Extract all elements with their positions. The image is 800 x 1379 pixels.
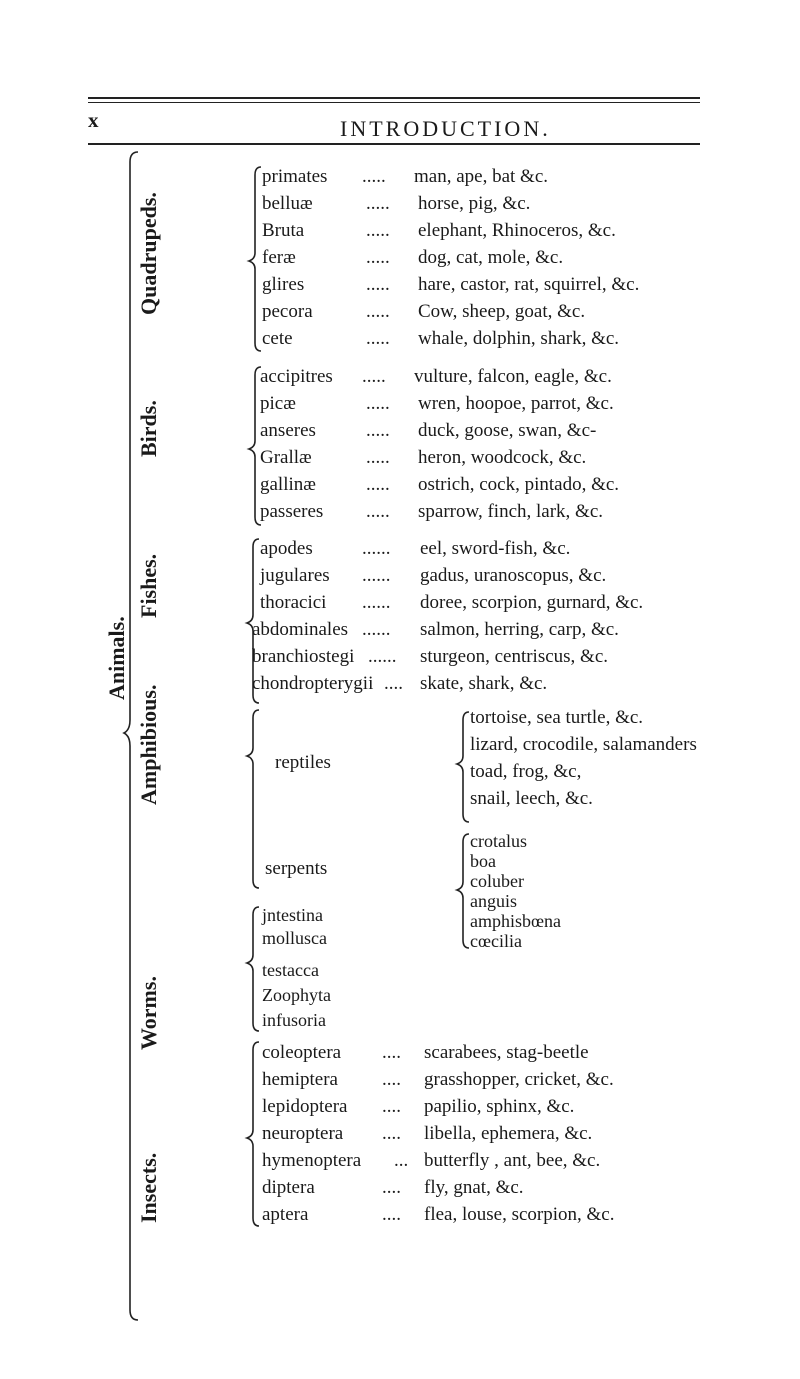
amphibious-reptiles: reptiles [275,752,331,773]
quadrupeds-dots: ..... [366,193,390,214]
section-label-insects: Insects. [136,1152,161,1223]
quadrupeds-order: belluæ [262,193,313,214]
birds-examples: ostrich, cock, pintado, &c. [418,474,620,495]
fishes-dots: ...... [362,592,391,613]
insects-examples: butterfly , ant, bee, &c. [424,1150,601,1171]
fishes-examples: doree, scorpion, gurnard, &c. [420,592,644,613]
insects-order: hemiptera [262,1069,338,1090]
birds-dots: ..... [366,420,390,441]
serpent-genus: cœcilia [470,931,522,951]
worms-item: jntestina [262,905,323,925]
quadrupeds-order: cete [262,328,293,349]
fishes-examples: eel, sword-fish, &c. [420,538,571,559]
section-label-worms: Worms. [136,976,161,1050]
quadrupeds-examples: horse, pig, &c. [418,193,531,214]
quadrupeds-examples: whale, dolphin, shark, &c. [418,328,620,349]
birds-order: picæ [260,393,296,414]
insects-examples: grasshopper, cricket, &c. [424,1069,614,1090]
page-title: INTRODUCTION. [340,116,551,141]
section-label-amphibious: Amphibious. [136,684,161,805]
insects-examples: scarabees, stag-beetle [424,1042,589,1063]
birds-dots: ..... [366,474,390,495]
top-rule-thin [88,102,700,103]
quadrupeds-examples: hare, castor, rat, squirrel, &c. [418,274,640,295]
fishes-dots: ...... [362,538,391,559]
insects-order: aptera [262,1204,309,1225]
brace-serpent-genera [455,832,471,952]
birds-dots: ..... [366,447,390,468]
birds-examples: wren, hoopoe, parrot, &c. [418,393,614,414]
quadrupeds-dots: ..... [366,220,390,241]
birds-dots: ..... [366,501,390,522]
fishes-examples: gadus, uranoscopus, &c. [420,565,607,586]
worms-item: testacca [262,960,319,980]
fishes-order: apodes [260,538,313,559]
insects-dots: ... [394,1150,409,1171]
insects-order: lepidoptera [262,1096,348,1117]
quadrupeds-examples: dog, cat, mole, &c. [418,247,564,268]
insects-dots: .... [382,1204,401,1225]
quadrupeds-order: feræ [262,247,296,268]
quadrupeds-examples: man, ape, bat &c. [414,166,549,187]
quadrupeds-dots: ..... [366,328,390,349]
birds-order: accipitres [260,366,333,387]
fishes-order: chondropterygii [252,673,374,694]
fishes-examples: skate, shark, &c. [420,673,548,694]
insects-order: coleoptera [262,1042,342,1063]
quadrupeds-examples: Cow, sheep, goat, &c. [418,301,586,322]
reptile-example: toad, frog, &c, [470,761,582,782]
section-label-fishes: Fishes. [136,553,161,618]
birds-order: passeres [260,501,324,522]
fishes-examples: salmon, herring, carp, &c. [420,619,619,640]
serpent-genus: amphisbœna [470,911,561,931]
quadrupeds-dots: ..... [366,247,390,268]
fishes-order: jugulares [260,565,330,586]
serpent-genus: crotalus [470,831,527,851]
section-label-quadrupeds: Quadrupeds. [136,192,161,315]
fishes-order: thoracici [260,592,327,613]
fishes-dots: ...... [368,646,397,667]
quadrupeds-dots: ..... [366,274,390,295]
insects-dots: .... [382,1177,401,1198]
reptile-example: lizard, crocodile, salamanders [470,734,697,755]
root-label-animals: Animals. [104,616,129,700]
insects-examples: libella, ephemera, &c. [424,1123,593,1144]
brace-reptile-examples [455,710,471,825]
worms-item: mollusca [262,928,327,948]
fishes-order: abdominales [252,619,349,640]
quadrupeds-dots: ..... [366,301,390,322]
insects-dots: .... [382,1042,401,1063]
insects-examples: flea, louse, scorpion, &c. [424,1204,615,1225]
insects-order: hymenoptera [262,1150,362,1171]
reptile-example: snail, leech, &c. [470,788,593,809]
amphibious-serpents: serpents [265,858,328,879]
serpent-genus: coluber [470,871,524,891]
quadrupeds-examples: elephant, Rhinoceros, &c. [418,220,616,241]
insects-order: diptera [262,1177,315,1198]
birds-examples: heron, woodcock, &c. [418,447,587,468]
page-number: x [88,108,99,132]
fishes-order: branchiostegi [252,646,355,667]
fishes-examples: sturgeon, centriscus, &c. [420,646,609,667]
brace-amphibious [245,708,261,893]
fishes-dots: .... [384,673,403,694]
insects-dots: .... [382,1096,401,1117]
serpent-genus: anguis [470,891,517,911]
birds-dots: ..... [362,366,386,387]
birds-dots: ..... [366,393,390,414]
brace-insects [245,1040,261,1230]
insects-dots: .... [382,1123,401,1144]
top-rule [88,97,700,99]
quadrupeds-order: primates [262,166,328,187]
section-label-birds: Birds. [136,400,161,457]
brace-worms [245,905,261,1035]
quadrupeds-order: Bruta [262,220,305,241]
insects-order: neuroptera [262,1123,344,1144]
birds-examples: sparrow, finch, lark, &c. [418,501,604,522]
birds-order: gallinæ [260,474,316,495]
reptile-example: tortoise, sea turtle, &c. [470,707,644,728]
quadrupeds-order: pecora [262,301,313,322]
quadrupeds-order: glires [262,274,305,295]
fishes-dots: ...... [362,565,391,586]
brace-quadrupeds [247,165,263,355]
insects-examples: fly, gnat, &c. [424,1177,524,1198]
birds-order: anseres [260,420,316,441]
birds-order: Grallæ [260,447,312,468]
birds-examples: vulture, falcon, eagle, &c. [414,366,612,387]
fishes-dots: ...... [362,619,391,640]
worms-item: Zoophyta [262,985,331,1005]
header-rule [88,143,700,145]
quadrupeds-dots: ..... [362,166,386,187]
insects-dots: .... [382,1069,401,1090]
serpent-genus: boa [470,851,496,871]
worms-item: infusoria [262,1010,326,1030]
birds-examples: duck, goose, swan, &c- [418,420,597,441]
insects-examples: papilio, sphinx, &c. [424,1096,575,1117]
